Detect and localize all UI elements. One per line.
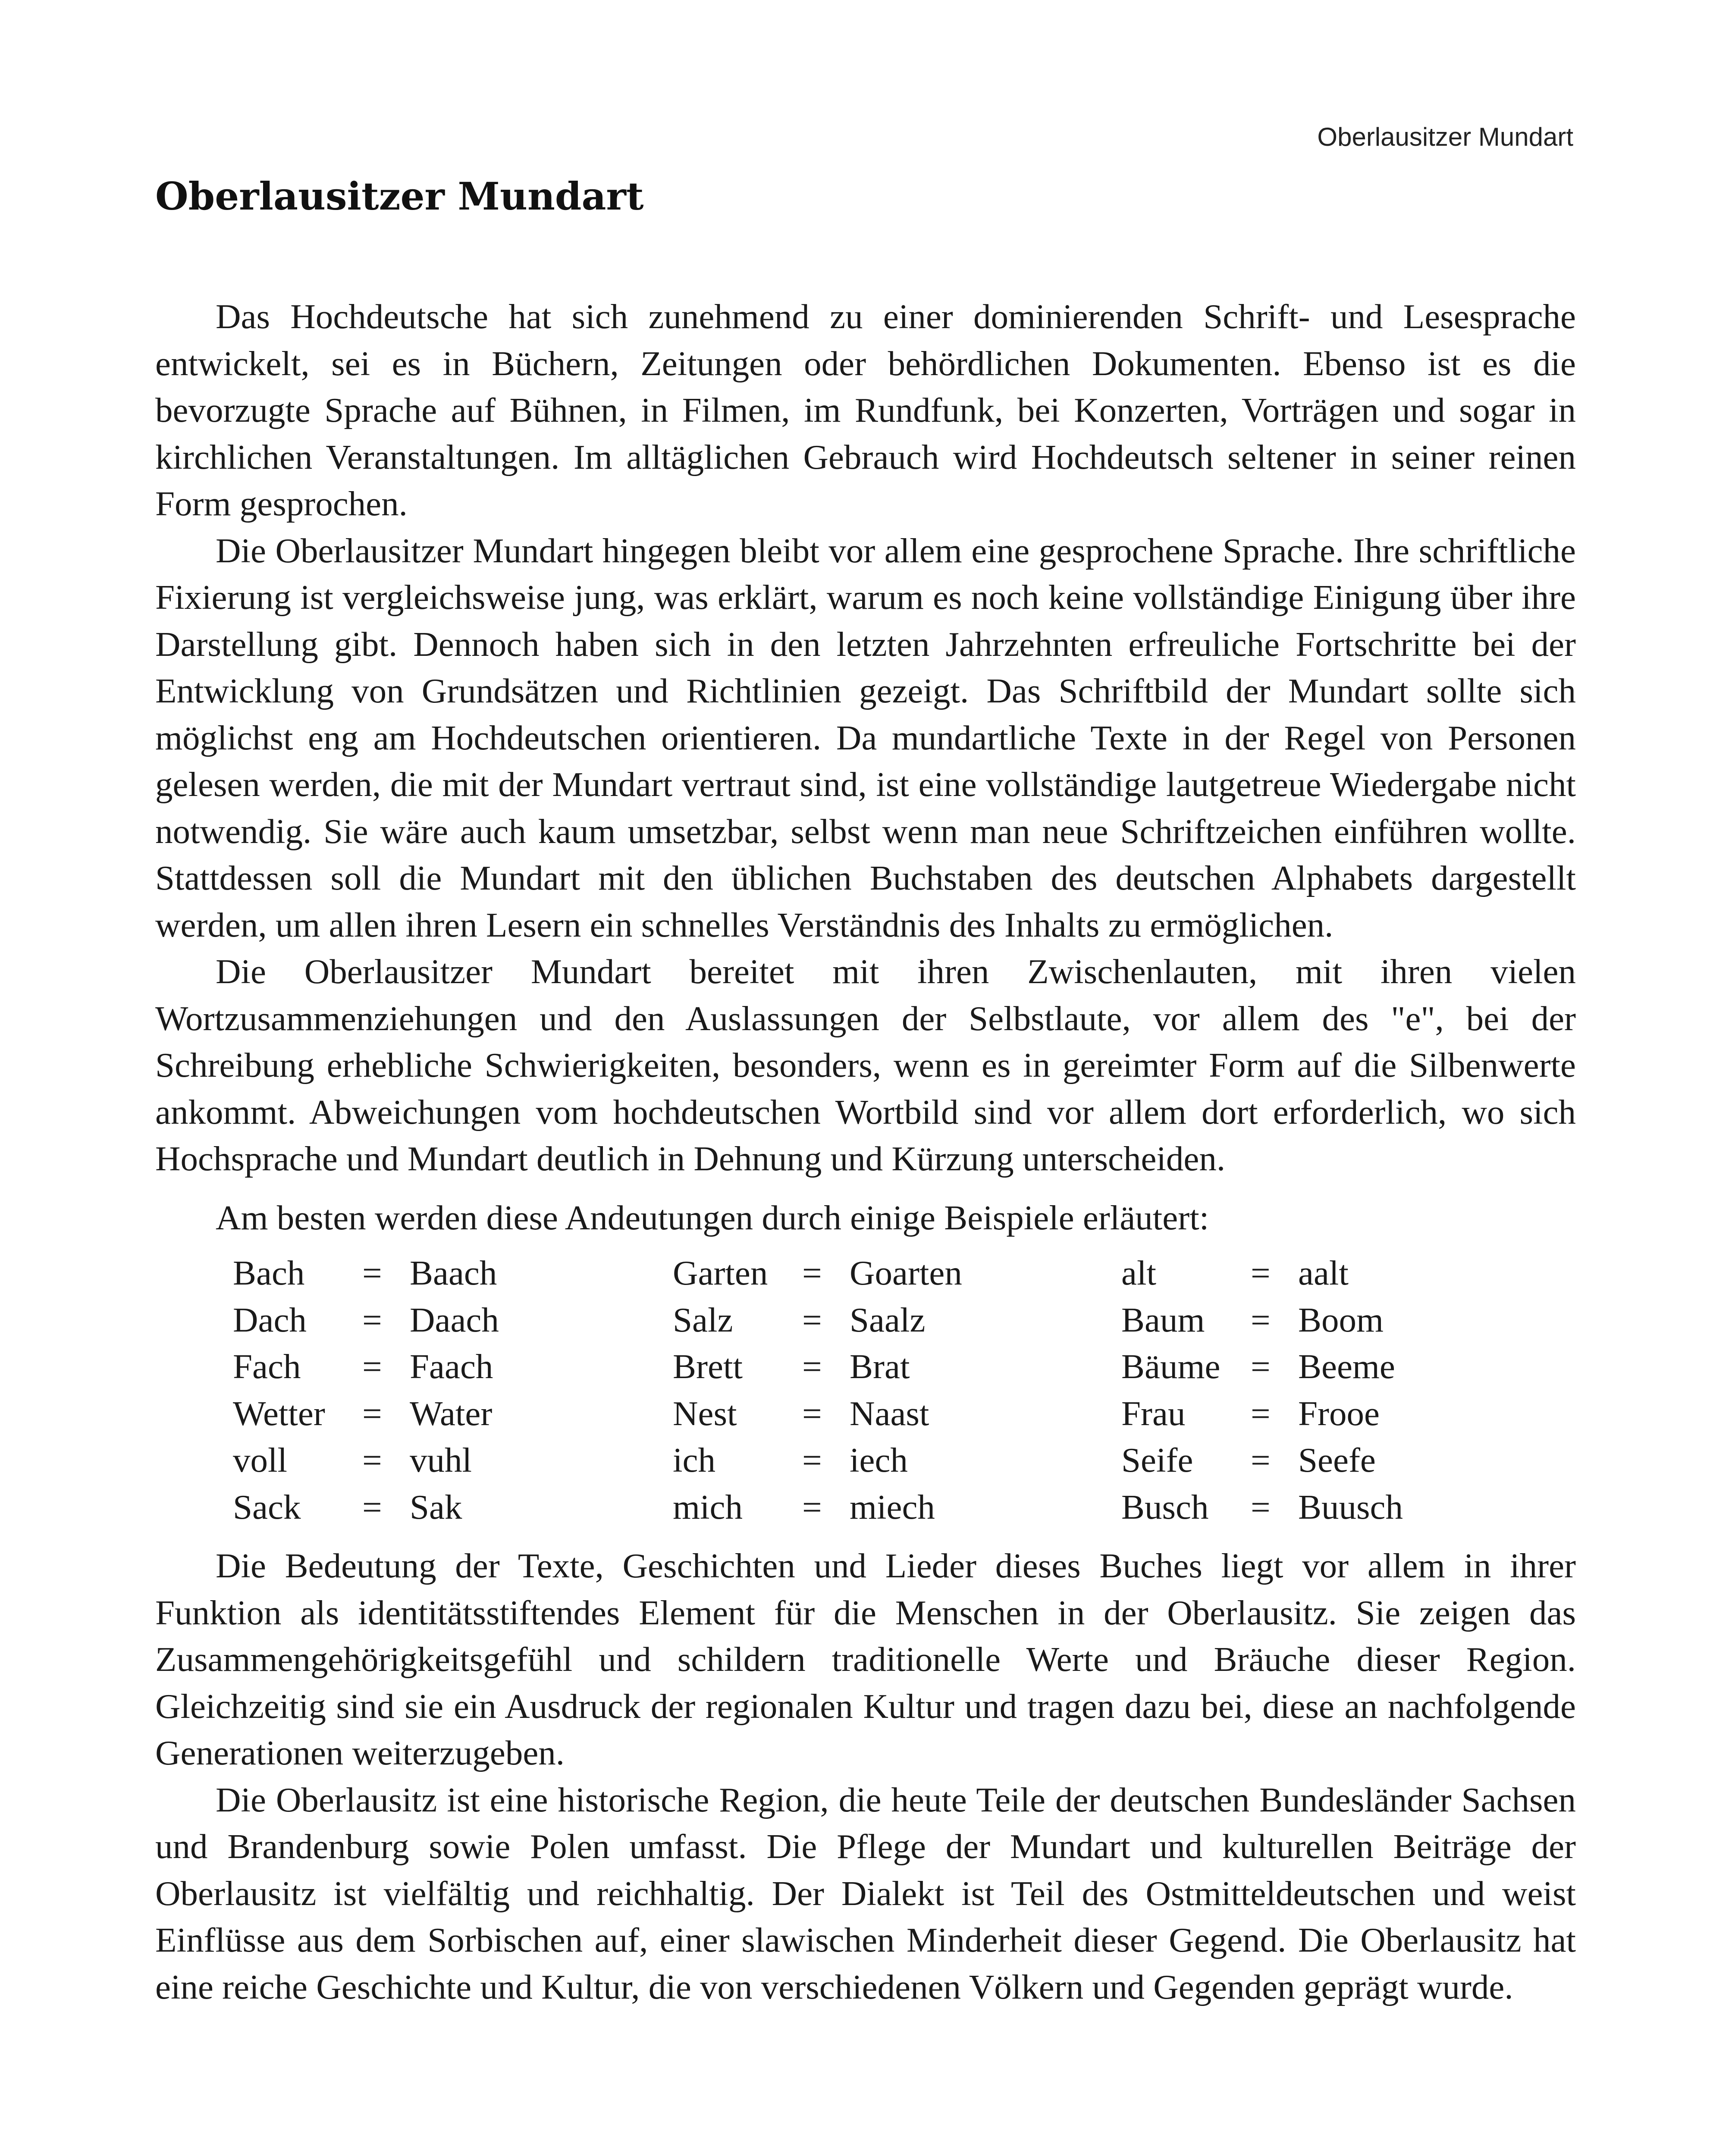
example-pair (673, 1343, 1121, 1390)
equals-sign: = (802, 1300, 822, 1339)
dialect-word: Beeme (1298, 1347, 1395, 1386)
standard-word: alt (1121, 1253, 1156, 1292)
dialect-word: Frooe (1298, 1394, 1380, 1433)
equals-sign: = (1251, 1300, 1271, 1339)
document-body (155, 293, 1576, 2010)
equals-sign: = (802, 1253, 822, 1292)
example-pair (233, 1250, 673, 1297)
equals-sign: = (1251, 1441, 1271, 1479)
dialect-word: Water (410, 1394, 493, 1433)
example-pair (673, 1297, 1121, 1344)
equals-sign: = (362, 1347, 382, 1386)
standard-word: Fach (233, 1347, 301, 1386)
example-pair (673, 1250, 1121, 1297)
standard-word: Sack (233, 1487, 301, 1526)
paragraph: Das Hochdeutsche hat sich zunehmend zu einer dominierenden Schrift- und Lesesprache entwickelt, sei es in Büchern, Zeitungen oder behördlichen Dokumenten. Ebenso ist es die bevorzugte Sprache auf Bühnen, in Filmen, im Rundfunk, bei Konzerten, Vorträgen und sogar in kirchlichen Veranstaltungen. Im alltäglichen Gebrauch wird Hochdeutsch seltener in seiner reinen Form gesprochen. (155, 297, 1576, 523)
standard-word: Dach (233, 1300, 307, 1339)
equals-sign: = (1251, 1487, 1271, 1526)
equals-sign: = (362, 1394, 382, 1433)
example-pair (1121, 1250, 1509, 1297)
running-header: Oberlausitzer Mundart (1317, 122, 1573, 151)
example-pair (673, 1484, 1121, 1531)
standard-word: Frau (1121, 1394, 1186, 1433)
example-pair (233, 1343, 673, 1390)
equals-sign: = (1251, 1394, 1271, 1433)
equals-sign: = (1251, 1253, 1271, 1292)
example-pair (233, 1484, 673, 1531)
example-pair (1121, 1297, 1509, 1344)
dialect-word: miech (850, 1487, 935, 1526)
equals-sign: = (362, 1441, 382, 1479)
dialect-word: Saalz (850, 1300, 926, 1339)
dialect-word: Brat (850, 1347, 910, 1386)
paragraph: Die Oberlausitzer Mundart hingegen bleibt vor allem eine gesprochene Sprache. Ihre schriftliche Fixierung ist vergleichsweise jung, was erklärt, warum es noch keine vollständige Einigung über ihre Darstellung gibt. Dennoch haben sich in den letzten Jahrzehnten erfreuliche Fortschritte bei der Entwicklung von Grundsätzen und Richtlinien gezeigt. Das Schriftbild der Mundart sollte sich möglichst eng am Hochdeutschen orientieren. Da mundartliche Texte in der Regel von Personen gelesen werden, die mit der Mundart vertraut sind, ist eine vollständige lautgetreue Wiedergabe nicht notwendig. Sie wäre auch kaum umsetzbar, selbst wenn man neue Schriftzeichen einführen wollte. Stattdessen soll die Mundart mit den üblichen Buchstaben des deutschen Alphabets dargestellt werden, um allen ihren Lesern ein schnelles Verständnis des Inhalts zu ermöglichen. (155, 531, 1576, 944)
dialect-word: Daach (410, 1300, 499, 1339)
example-pair (673, 1437, 1121, 1484)
standard-word: Seife (1121, 1441, 1193, 1479)
standard-word: Salz (673, 1300, 733, 1339)
equals-sign: = (802, 1487, 822, 1526)
examples-intro: Am besten werden diese Andeutungen durch einige Beispiele erläutert: (216, 1198, 1209, 1237)
equals-sign: = (1251, 1347, 1271, 1386)
equals-sign: = (802, 1441, 822, 1479)
dialect-word: Boom (1298, 1300, 1384, 1339)
examples-column (673, 1250, 1121, 1530)
dialect-word: Sak (410, 1487, 462, 1526)
example-pair (673, 1390, 1121, 1437)
example-pair (1121, 1437, 1509, 1484)
example-pair (1121, 1484, 1509, 1531)
standard-word: Wetter (233, 1394, 325, 1433)
examples-column (1121, 1250, 1509, 1530)
equals-sign: = (362, 1487, 382, 1526)
standard-word: Bäume (1121, 1347, 1221, 1386)
equals-sign: = (802, 1394, 822, 1433)
paragraph: Die Oberlausitz ist eine historische Region, die heute Teile der deutschen Bundesländer Sachsen und Brandenburg sowie Polen umfasst. Die Pflege der Mundart und kulturellen Beiträge der Oberlausitz ist vielfältig und reichhaltig. Der Dialekt ist Teil des Ostmitteldeutschen und weist Einflüsse aus dem Sorbischen auf, einer slawischen Minderheit dieser Gegend. Die Oberlausitz hat eine reiche Geschichte und Kultur, die von verschiedenen Völkern und Gegenden geprägt wurde. (155, 1780, 1576, 2006)
dialect-word: vuhl (410, 1441, 472, 1479)
standard-word: voll (233, 1441, 288, 1479)
standard-word: Brett (673, 1347, 743, 1386)
dialect-word: Goarten (850, 1253, 962, 1292)
example-pair (233, 1390, 673, 1437)
equals-sign: = (362, 1253, 382, 1292)
example-pair (1121, 1343, 1509, 1390)
equals-sign: = (802, 1347, 822, 1386)
paragraph: Die Oberlausitzer Mundart bereitet mit ihren Zwischenlauten, mit ihren vielen Wortzusammenziehungen und den Auslassungen der Selbstlaute, vor allem des "e", bei der Schreibung erhebliche Schwierigkeiten, besonders, wenn es in gereimter Form auf die Silbenwerte ankommt. Abweichungen vom hochdeutschen Wortbild sind vor allem dort erforderlich, wo sich Hochsprache und Mundart deutlich in Dehnung und Kürzung unterscheiden. (155, 952, 1576, 1178)
dialect-word: Naast (850, 1394, 929, 1433)
standard-word: Bach (233, 1253, 305, 1292)
example-pair (233, 1437, 673, 1484)
page-title: Oberlausitzer Mundart (155, 174, 644, 219)
standard-word: Busch (1121, 1487, 1209, 1526)
dialect-word: iech (850, 1441, 908, 1479)
examples-column (233, 1250, 673, 1530)
dialect-word: Seefe (1298, 1441, 1376, 1479)
standard-word: mich (673, 1487, 743, 1526)
example-pair (1121, 1390, 1509, 1437)
example-pair (233, 1297, 673, 1344)
standard-word: Garten (673, 1253, 768, 1292)
dialect-word: Buusch (1298, 1487, 1403, 1526)
examples-table (233, 1250, 1576, 1530)
equals-sign: = (362, 1300, 382, 1339)
dialect-word: Baach (410, 1253, 497, 1292)
standard-word: Baum (1121, 1300, 1205, 1339)
paragraph: Die Bedeutung der Texte, Geschichten und Lieder dieses Buches liegt vor allem in ihrer Funktion als identitätsstiftendes Element für die Menschen in der Oberlausitz. Sie zeigen das Zusammengehörigkeitsgefühl und schildern traditionelle Werte und Bräuche dieser Region. Gleichzeitig sind sie ein Ausdruck der regionalen Kultur und tragen dazu bei, diese an nachfolgende Generationen weiterzugeben. (155, 1546, 1576, 1772)
dialect-word: Faach (410, 1347, 493, 1386)
dialect-word: aalt (1298, 1253, 1349, 1292)
standard-word: ich (673, 1441, 715, 1479)
standard-word: Nest (673, 1394, 737, 1433)
